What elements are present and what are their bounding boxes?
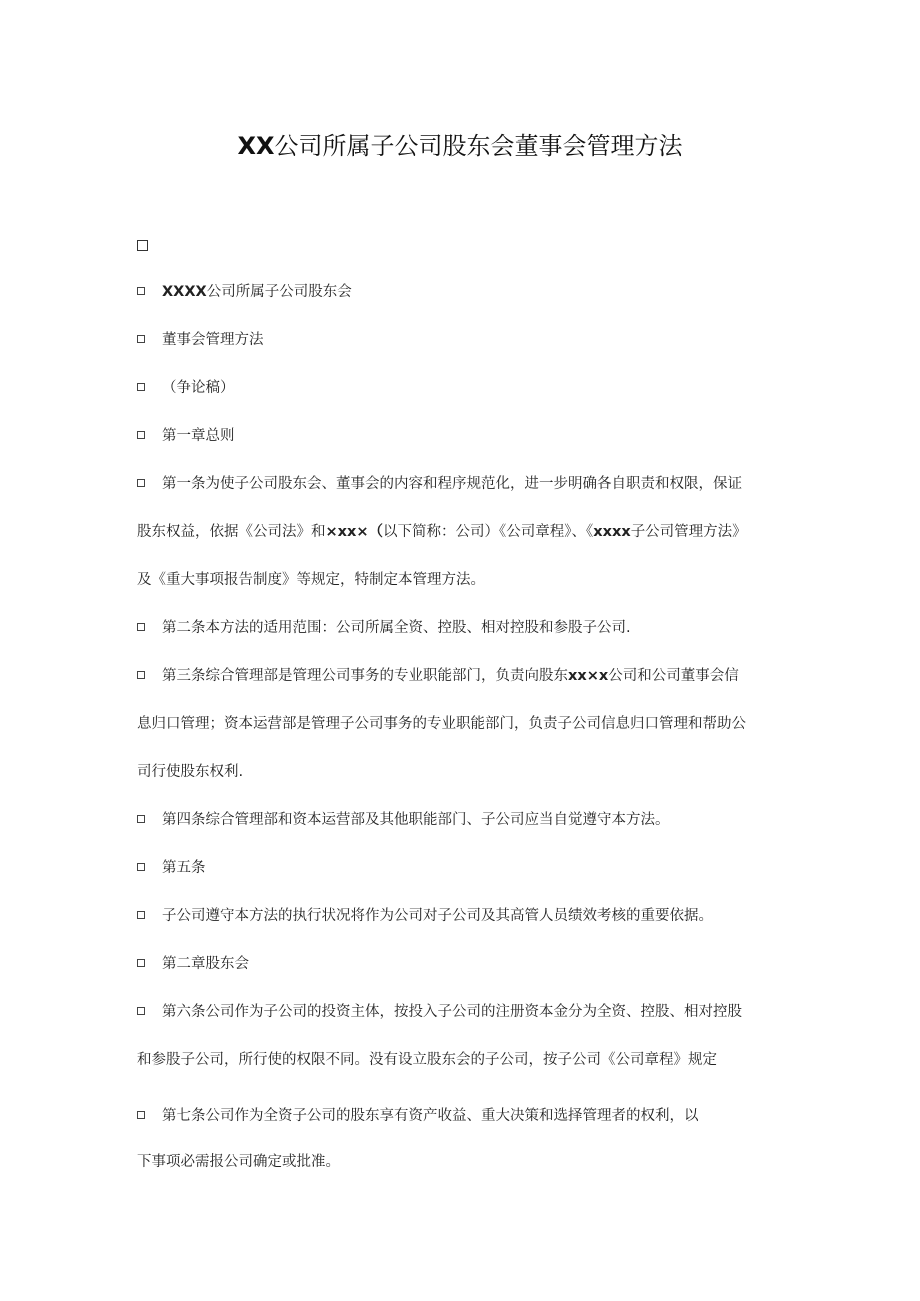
paragraph-line: 第六条公司作为子公司的投资主体，按投入子公司的注册资本金分为全资、控股、相对控股 — [137, 1001, 797, 1023]
title-text: 公司所属子公司股东会董事会管理方法 — [274, 132, 683, 160]
document-title — [0, 128, 920, 164]
bullet-square-icon — [137, 431, 145, 439]
paragraph-line: 第一条为使子公司股东会、董事会的内容和程序规范化，进一步明确各自职责和权限，保证 — [137, 473, 797, 495]
paragraph-line: 第四条综合管理部和资本运营部及其他职能部门、子公司应当自觉遵守本方法。 — [137, 809, 797, 831]
chapter-heading: 第一章总则 — [137, 425, 797, 447]
paragraph-line: 第二条本方法的适用范围：公司所属全资、控股、相对控股和参股子公司. — [137, 617, 797, 639]
paragraph-line: 子公司遵守本方法的执行状况将作为公司对子公司及其高管人员绩效考核的重要依据。 — [137, 905, 797, 927]
bullet-square-icon — [137, 335, 145, 343]
bullet-square-icon — [137, 383, 145, 391]
paragraph-line: 股东权益，依据《公司法》和×xx×（以下简称：公司）《公司章程》、《xxxx子公司管理方法》 — [137, 524, 747, 540]
paragraph-line: 及《重大事项报告制度》等规定，特制定本管理方法。 — [137, 572, 485, 588]
paragraph-line: 下事项必需报公司确定或批准。 — [137, 1154, 340, 1170]
paragraph-line: 司行使股东权利. — [137, 764, 244, 780]
bullet-square-icon — [137, 671, 145, 679]
paragraph-line: 息归口管理；资本运营部是管理子公司事务的专业职能部门，负责子公司信息归口管理和帮助公 — [137, 716, 746, 732]
title-prefix: XX — [237, 132, 275, 160]
paragraph-line: （争论稿） — [137, 377, 797, 399]
paragraph-line: 第七条公司作为全资子公司的股东享有资产收益、重大决策和选择管理者的权利，以 — [137, 1105, 797, 1127]
bullet-square-icon — [137, 479, 145, 487]
bullet-square-icon — [137, 287, 145, 295]
bullet-square-icon — [137, 1111, 145, 1119]
chapter-heading: 第二章股东会 — [137, 953, 797, 975]
paragraph-line: 董事会管理方法 — [137, 329, 797, 351]
bullet-square-icon — [137, 623, 145, 631]
bullet-square-icon — [137, 815, 145, 823]
paragraph-line: 第三条综合管理部是管理公司事务的专业职能部门，负责向股东xx×x公司和公司董事会信 — [137, 665, 797, 687]
bullet-square-icon — [137, 911, 145, 919]
paragraph-line: XXXX公司所属子公司股东会 — [137, 281, 797, 303]
bullet-square-icon — [137, 1007, 145, 1015]
bullet-square-icon — [137, 959, 145, 967]
paragraph-line: 和参股子公司，所行使的权限不同。没有设立股东会的子公司，按子公司《公司章程》规定 — [137, 1052, 717, 1068]
bullet-square-icon — [137, 863, 145, 871]
checkbox-square-icon — [137, 240, 148, 251]
paragraph-line: 第五条 — [137, 857, 797, 879]
